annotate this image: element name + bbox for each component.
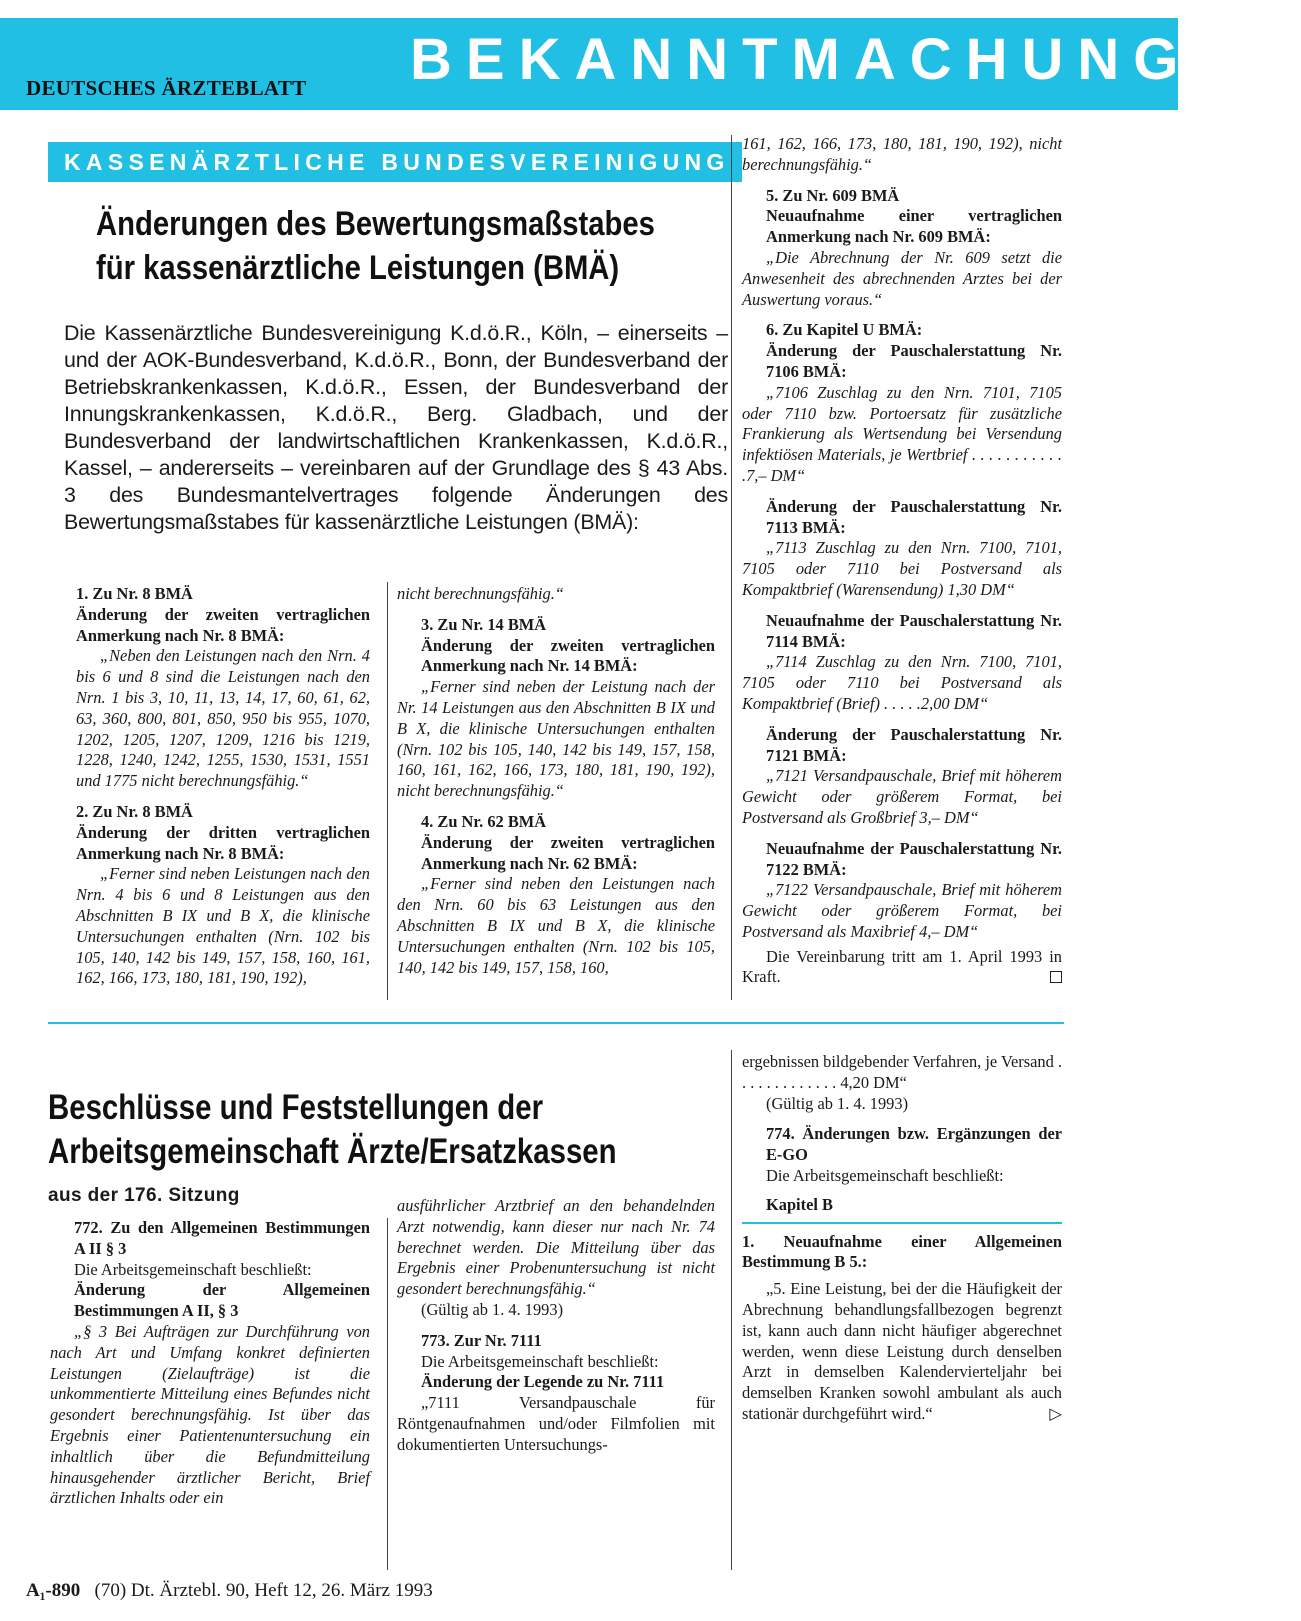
end-square-icon — [1050, 971, 1062, 983]
article2-column-1: 772. Zu den Allgemeinen Bestimmungen A II § 3 Die Arbeitsgemeinschaft beschließt: Änderung der Allgemeinen Bestimmungen A II, § 3 „§ 3 Bei Aufträgen zur Durchführung von nach Art und Umfang konkret definierten Leistungen (Zielaufträge) ist die unkommentierte Mitteilung eines Befundes nicht gesondert berechnungsfähig. Ist über das Ergebnis einer Patientenuntersuchung ein inhaltlich über die Befundmitteilung hinausgehender ärztlicher Bericht, Brief ärztlichen Inhalts oder ein — [50, 1218, 370, 1508]
organization-bar: KASSENÄRZTLICHE BUNDESVEREINIGUNG — [48, 142, 742, 182]
article1-column-1: 1. Zu Nr. 8 BMÄ Änderung der zweiten vertraglichen Anmerkung nach Nr. 8 BMÄ: „Neben den Leistungen nach den Nrn. 4 bis 6 und 8 sind die Leistungen nach den Nrn. 1 bis 3, 10, 11, 13, 14, 17, 60, 61, 62, 63, 360, 800, 801, 850, 950 bis 955, 1070, 1202, 1205, 1207, 1209, 1216 bis 1219, 1228, 1240, 1242, 1255, 1530, 1531, 1551 und 1775 nicht berechnungsfähig.“ 2. Zu Nr. 8 BMÄ Änderung der dritten vertraglichen Anmerkung nach Nr. 8 BMÄ: „Ferner sind neben Leistungen nach den Nrn. 4 bis 6 und 8 Leistungen aus den Abschnitten B IX und B X, die klinische Untersuchungen enthalten (Nrn. 102 bis 105, 140, 142 bis 149, 157, 158, 160, 161, 162, 166, 173, 180, 181, 190, 192), — [76, 584, 370, 988]
column-divider — [731, 1050, 732, 1570]
article1-lead: Die Kassenärztliche Bundesvereinigung K.d.ö.R., Köln, – einerseits – und der AOK-Bundesverband, K.d.ö.R., Bonn, der Bundesverband der Betriebskrankenkassen, K.d.ö.R., Essen, der Bundesverband der Innungskrankenkassen, K.d.ö.R., Berg. Gladbach, und der Bundesverband der landwirtschaftlichen Krankenkassen, K.d.ö.R., Kassel, – andererseits – vereinbaren auf der Grundlage des § 43 Abs. 3 des Bundesmantelvertrages folgende Änderungen des Bewertungsmaßstabes für kassenärztliche Leistungen (BMÄ): — [64, 321, 728, 534]
continue-triangle-icon: ▷ — [1049, 1403, 1062, 1423]
end-mark-paragraph: „5. Eine Leistung, bei der die Häufigkeit der Abrechnung behandlungsfallbezogen begrenzt ist, kann auch dann nicht häufiger abgerechnet werden, wenn diese Leistung durch denselben Arzt in demselben Kalendervierteljahr bei demselben Kranken sowohl ambulant als auch stationär durchgeführt wird.“ ▷ — [742, 1279, 1062, 1423]
subsection-divider — [742, 1222, 1062, 1224]
column-divider — [387, 582, 388, 1000]
section-divider — [48, 1022, 1064, 1024]
article2-title: Beschlüsse und Feststellungen der Arbeitsgemeinschaft Ärzte/Ersatzkassen — [48, 1088, 617, 1171]
article1-column-2: nicht berechnungsfähig.“ 3. Zu Nr. 14 BMÄ Änderung der zweiten vertraglichen Anmerkung nach Nr. 14 BMÄ: „Ferner sind neben der Leistung nach der Nr. 14 Leistungen aus den Abschnitten B IX und B X, die klinische Untersuchungen enthalten (Nrn. 102 bis 105, 140, 142 bis 149, 157, 158, 160, 161, 162, 166, 173, 180, 181, 190, 192), nicht berechnungsfähig.“ 4. Zu Nr. 62 BMÄ Änderung der zweiten vertraglichen Anmerkung nach Nr. 62 BMÄ: „Ferner sind neben den Leistungen nach den Nrn. 60 bis 63 Leistungen aus den Abschnitten B IX und B X, die klinische Untersuchungen enthalten (Nrn. 102 bis 105, 140, 142 bis 149, 157, 158, 160, — [397, 584, 715, 977]
column-divider — [731, 135, 732, 1000]
column-divider — [387, 1218, 388, 1570]
article2-subtitle: aus der 176. Sitzung — [48, 1185, 240, 1206]
article1-title: Änderungen des Bewertungsmaßstabes für kassenärztliche Leistungen (BMÄ) — [96, 205, 655, 287]
journal-name: DEUTSCHES ÄRZTEBLATT — [26, 76, 307, 100]
article2-column-3: ergebnissen bildgebender Verfahren, je Versand . . . . . . . . . . . . . 4,20 DM“ (Gültig ab 1. 4. 1993) 774. Änderungen bzw. Ergänzungen der E-GO Die Arbeitsgemeinschaft beschließt: Kapitel B 1. Neuaufnahme einer Allgemeinen Bestimmung B 5.: „5. Eine Leistung, bei der die Häufigkeit der Abrechnung behandlungsfallbezogen begrenzt ist, kann auch dann nicht häufiger abgerechnet werden, wenn diese Leistung durch denselben Arzt in demselben Kalendervierteljahr bei demselben Kranken sowohl ambulant als auch stationär durchgeführt wird.“ ▷ — [742, 1052, 1062, 1423]
citation: (70) Dt. Ärztebl. 90, Heft 12, 26. März 1993 — [94, 1580, 433, 1601]
article2-column-2: ausführlicher Arztbrief an den behandelnden Arzt notwendig, kann dieser nur nach Nr. 74 berechnet werden. Die Mitteilung über das Ergebnis einer Probenuntersuchung ist nicht gesondert berechnungsfähig.“ (Gültig ab 1. 4. 1993) 773. Zur Nr. 7111 Die Arbeitsgemeinschaft beschließt: Änderung der Legende zu Nr. 7111 „7111 Versandpauschale für Röntgenaufnahmen und/oder Filmfolien mit dokumentierten Untersuchungs- — [397, 1196, 715, 1454]
article1-column-3: 161, 162, 166, 173, 180, 181, 190, 192), nicht berechnungsfähig.“ 5. Zu Nr. 609 BMÄ Neuaufnahme einer vertraglichen Anmerkung nach Nr. 609 BMÄ: „Die Abrechnung der Nr. 609 setzt die Anwesenheit des abrechnenden Arztes bei der Auswertung voraus.“ 6. Zu Kapitel U BMÄ: Änderung der Pauschalerstattung Nr. 7106 BMÄ: „7106 Zuschlag zu den Nrn. 7101, 7105 oder 7110 bzw. Portoersatz für zusätzliche Frankierung als Wertsendung bei Versendung infektiösen Materials, je Wertbrief . . . . . . . . . . . .7,– DM“ Änderung der Pauschalerstattung Nr. 7113 BMÄ: „7113 Zuschlag zu den Nrn. 7100, 7101, 7105 oder 7110 bei Postversand als Kompaktbrief (Warensendung) 1,30 DM“ Neuaufnahme der Pauschalerstattung Nr. 7114 BMÄ: „7114 Zuschlag zu den Nrn. 7100, 7101, 7105 oder 7110 bei Postversand als Kompaktbrief (Brief) . . . . .2,00 DM“ Änderung der Pauschalerstattung Nr. 7121 BMÄ: „7121 Versandpauschale, Brief mit höherem Gewicht oder größerem Format, bei Postversand als Großbrief 3,– DM“ Neuaufnahme der Pauschalerstattung Nr. 7122 BMÄ: „7122 Versandpauschale, Brief mit höherem Gewicht oder größerem Format, bei Postversand als Maxibrief 4,– DM“ Die Vereinbarung tritt am 1. April 1993 in Kraft. — [742, 134, 1062, 987]
page-footer — [26, 1580, 433, 1602]
section-banner: BEKANNTMACHUNGEN — [410, 27, 1301, 92]
end-mark-paragraph: Die Vereinbarung tritt am 1. April 1993 in Kraft. — [742, 946, 1062, 987]
page-number: A₁-890 — [26, 1580, 81, 1601]
